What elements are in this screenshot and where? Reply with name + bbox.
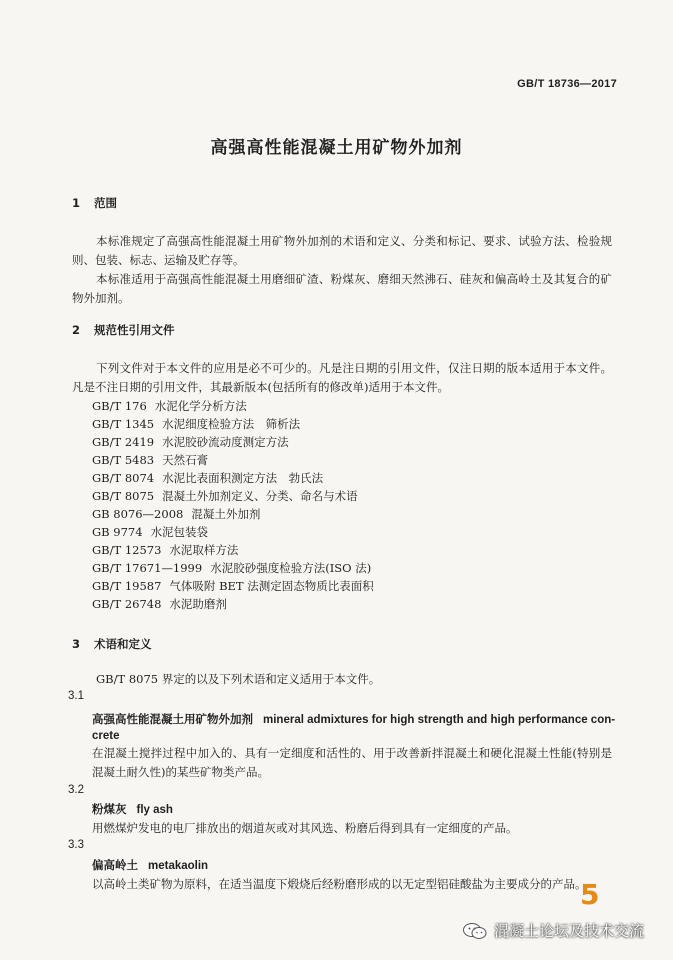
document-title: 高强高性能混凝土用矿物外加剂 [210,138,463,158]
reference-code: GB/T 8074 [92,471,155,485]
scope-paragraph-2: 本标准适用于高强高性能混凝土用磨细矿渣、粉煤灰、磨细天然沸石、硅灰和偏高岭土及其复合的矿物外加剂。 [72,272,612,305]
reference-item [92,453,208,468]
references-intro: 下列文件对于本文件的应用是必不可少的。凡是注日期的引用文件，仅注日期的版本适用于本文件。凡是不注日期的引用文件，其最新版本(包括所有的修改单)适用于本文件。 [72,361,612,394]
reference-title: 水泥胶砂流动度测定方法 [162,435,289,449]
reference-code: GB/T 17671—1999 [92,561,203,575]
terms-intro: GB/T 8075 界定的以及下列术语和定义适用于本文件。 [96,672,381,686]
term-english: mineral admixtures for high strength and high performance con- [263,714,616,726]
section-number: 3 [72,637,81,651]
term-heading [92,857,208,873]
wechat-icon [462,922,488,940]
reference-code: GB/T 19587 [92,579,162,593]
reference-title: 水泥包装袋 [150,525,209,539]
section-number: 2 [72,323,81,337]
section-title: 术语和定义 [94,637,152,651]
section-title: 范围 [94,196,117,210]
term-heading [92,711,615,727]
reference-code: GB/T 176 [92,399,147,413]
term-english: fly ash [136,804,173,816]
reference-code: GB 9774 [92,525,143,539]
term-english: metakaolin [148,860,209,872]
reference-item [92,471,323,486]
watermark-text: 混凝土论坛及技术交流 [494,922,645,940]
term-number: 3.3 [68,839,84,851]
reference-code: GB/T 12573 [92,543,162,557]
reference-item [92,597,227,612]
reference-title: 天然石膏 [162,453,209,467]
reference-title: 混凝土外加剂定义、分类、命名与术语 [162,489,358,503]
reference-item [92,489,358,504]
section-2-heading [72,322,175,338]
reference-item [92,579,374,594]
reference-title: 水泥胶砂强度检验方法(ISO 法) [210,561,372,575]
term-number: 3.2 [68,784,84,796]
reference-code: GB/T 2419 [92,435,155,449]
term-definition: 用燃煤炉发电的电厂排放出的烟道灰或对其风选、粉磨后得到具有一定细度的产品。 [92,821,518,835]
reference-title: 水泥化学分析方法 [154,399,247,413]
section-title: 规范性引用文件 [94,323,175,337]
term-chinese: 粉煤灰 [92,802,127,816]
reference-item [92,399,247,414]
reference-title: 水泥助磨剂 [169,597,227,611]
term-chinese: 高强高性能混凝土用矿物外加剂 [92,712,253,726]
reference-item [92,525,208,540]
section-number: 1 [72,196,81,210]
reference-title: 水泥取样方法 [169,543,239,557]
term-definition: 在混凝土搅拌过程中加入的、具有一定细度和活性的、用于改善新拌混凝土和硬化混凝土性能(特别是混凝土耐久性)的某些矿物类产品。 [92,746,612,779]
section-3-heading [72,636,152,652]
reference-item [92,507,260,522]
reference-item [92,561,371,576]
watermark [462,920,644,941]
section-1-heading [72,195,117,211]
term-heading [92,801,173,817]
reference-item [92,435,289,450]
page-number: 5 [580,878,600,911]
reference-code: GB/T 5483 [92,453,155,467]
term-number: 3.1 [68,690,84,702]
reference-title: 水泥比表面积测定方法 勃氏法 [162,471,324,485]
reference-code: GB 8076—2008 [92,507,184,521]
term-definition: 以高岭土类矿物为原料，在适当温度下煅烧后经粉磨形成的以无定型铝硅酸盐为主要成分的产品。 [92,877,587,891]
reference-title: 气体吸附 BET 法测定固态物质比表面积 [169,579,374,593]
term-english-continued: crete [92,730,120,742]
standard-number: GB/T 18736—2017 [517,78,617,90]
reference-title: 混凝土外加剂 [191,507,261,521]
reference-item [92,417,300,432]
reference-code: GB/T 8075 [92,489,155,503]
term-chinese: 偏高岭土 [92,858,138,872]
reference-code: GB/T 26748 [92,597,162,611]
reference-title: 水泥细度检验方法 筛析法 [162,417,301,431]
scope-paragraph-1: 本标准规定了高强高性能混凝土用矿物外加剂的术语和定义、分类和标记、要求、试验方法、检验规则、包装、标志、运输及贮存等。 [72,234,612,267]
reference-code: GB/T 1345 [92,417,155,431]
reference-item [92,543,238,558]
